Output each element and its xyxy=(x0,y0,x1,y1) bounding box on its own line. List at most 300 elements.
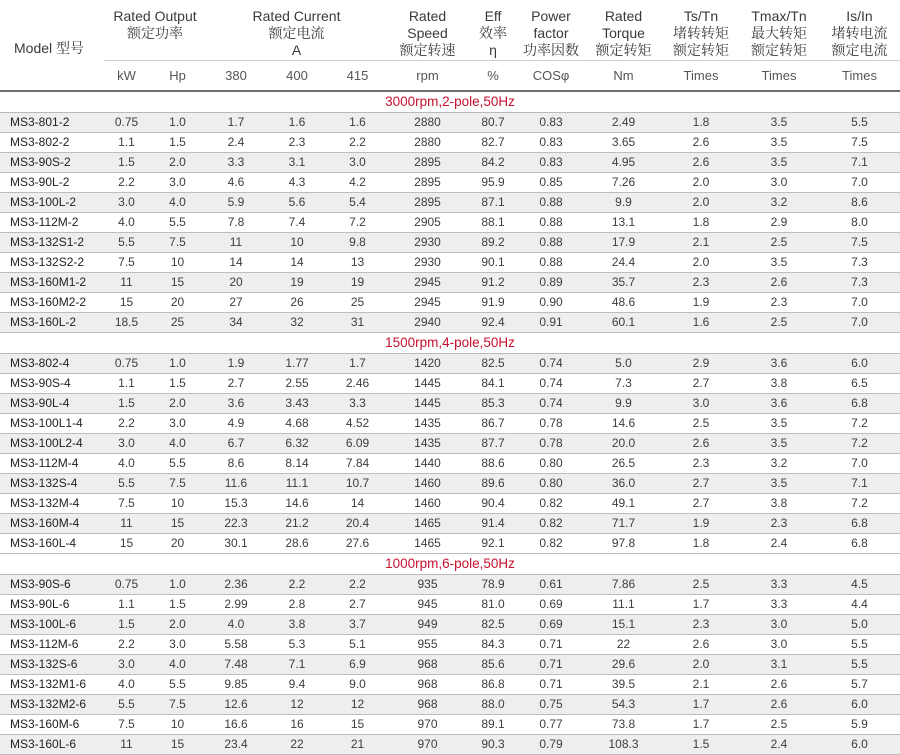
value-cell: 2.3 xyxy=(739,292,819,312)
unit-times-tmax: Times xyxy=(739,60,819,91)
value-cell: 1.8 xyxy=(663,112,739,132)
value-cell: 90.3 xyxy=(468,734,518,754)
value-cell: 25 xyxy=(149,312,206,332)
value-cell: 88.1 xyxy=(468,212,518,232)
value-cell: 1.9 xyxy=(663,292,739,312)
value-cell: 1.0 xyxy=(149,353,206,373)
value-cell: 4.0 xyxy=(206,614,266,634)
value-cell: 7.0 xyxy=(819,292,900,312)
value-cell: 5.5 xyxy=(819,634,900,654)
value-cell: 0.88 xyxy=(518,232,584,252)
value-cell: 4.0 xyxy=(149,433,206,453)
table-row xyxy=(0,674,900,694)
value-cell: 9.8 xyxy=(328,232,387,252)
value-cell: 88.6 xyxy=(468,453,518,473)
value-cell: 22.3 xyxy=(206,513,266,533)
value-cell: 2.99 xyxy=(206,594,266,614)
value-cell: 6.8 xyxy=(819,393,900,413)
value-cell: 9.9 xyxy=(584,393,663,413)
table-row xyxy=(0,232,900,252)
model-cell: MS3-100L1-4 xyxy=(0,413,104,433)
model-cell: MS3-801-2 xyxy=(0,112,104,132)
unit-rpm: rpm xyxy=(387,60,468,91)
section-header-row xyxy=(0,332,900,353)
value-cell: 18.5 xyxy=(104,312,149,332)
unit-415: 415 xyxy=(328,60,387,91)
value-cell: 970 xyxy=(387,734,468,754)
value-cell: 0.82 xyxy=(518,533,584,553)
table-header xyxy=(0,0,900,91)
value-cell: 10 xyxy=(149,714,206,734)
value-cell: 0.83 xyxy=(518,152,584,172)
value-cell: 3.5 xyxy=(739,132,819,152)
value-cell: 1.77 xyxy=(266,353,328,373)
value-cell: 11 xyxy=(104,272,149,292)
value-cell: 2.46 xyxy=(328,373,387,393)
value-cell: 2.6 xyxy=(739,272,819,292)
value-cell: 14.6 xyxy=(266,493,328,513)
unit-hp: Hp xyxy=(149,60,206,91)
value-cell: 60.1 xyxy=(584,312,663,332)
table-row xyxy=(0,152,900,172)
value-cell: 16.6 xyxy=(206,714,266,734)
value-cell: 3.6 xyxy=(739,353,819,373)
value-cell: 2.2 xyxy=(266,574,328,594)
value-cell: 3.0 xyxy=(739,172,819,192)
value-cell: 7.5 xyxy=(819,232,900,252)
value-cell: 5.3 xyxy=(266,634,328,654)
value-cell: 0.78 xyxy=(518,433,584,453)
value-cell: 27 xyxy=(206,292,266,312)
value-cell: 7.5 xyxy=(104,252,149,272)
model-cell: MS3-802-4 xyxy=(0,353,104,373)
value-cell: 85.3 xyxy=(468,393,518,413)
value-cell: 0.88 xyxy=(518,252,584,272)
value-cell: 20.4 xyxy=(328,513,387,533)
value-cell: 7.4 xyxy=(266,212,328,232)
value-cell: 8.0 xyxy=(819,212,900,232)
value-cell: 1460 xyxy=(387,493,468,513)
table-row xyxy=(0,634,900,654)
value-cell: 0.88 xyxy=(518,212,584,232)
value-cell: 1.5 xyxy=(149,594,206,614)
value-cell: 22 xyxy=(584,634,663,654)
value-cell: 87.1 xyxy=(468,192,518,212)
value-cell: 970 xyxy=(387,714,468,734)
value-cell: 0.69 xyxy=(518,614,584,634)
table-row xyxy=(0,252,900,272)
value-cell: 92.4 xyxy=(468,312,518,332)
value-cell: 2930 xyxy=(387,232,468,252)
value-cell: 0.71 xyxy=(518,654,584,674)
value-cell: 11 xyxy=(104,513,149,533)
value-cell: 4.52 xyxy=(328,413,387,433)
value-cell: 13.1 xyxy=(584,212,663,232)
value-cell: 6.8 xyxy=(819,513,900,533)
value-cell: 3.5 xyxy=(739,433,819,453)
value-cell: 2.7 xyxy=(663,373,739,393)
unit-400: 400 xyxy=(266,60,328,91)
value-cell: 26.5 xyxy=(584,453,663,473)
value-cell: 16 xyxy=(266,714,328,734)
value-cell: 2.5 xyxy=(663,574,739,594)
value-cell: 6.8 xyxy=(819,533,900,553)
value-cell: 1.1 xyxy=(104,594,149,614)
value-cell: 1.7 xyxy=(663,694,739,714)
value-cell: 945 xyxy=(387,594,468,614)
value-cell: 20.0 xyxy=(584,433,663,453)
value-cell: 1.8 xyxy=(663,212,739,232)
value-cell: 1.5 xyxy=(104,393,149,413)
value-cell: 1.6 xyxy=(328,112,387,132)
value-cell: 1.9 xyxy=(206,353,266,373)
value-cell: 3.5 xyxy=(739,252,819,272)
value-cell: 3.3 xyxy=(739,594,819,614)
value-cell: 3.6 xyxy=(206,393,266,413)
table-row xyxy=(0,734,900,754)
model-cell: MS3-100L2-4 xyxy=(0,433,104,453)
value-cell: 0.74 xyxy=(518,353,584,373)
value-cell: 955 xyxy=(387,634,468,654)
value-cell: 10 xyxy=(149,252,206,272)
value-cell: 2880 xyxy=(387,112,468,132)
value-cell: 26 xyxy=(266,292,328,312)
value-cell: 3.0 xyxy=(739,634,819,654)
value-cell: 91.4 xyxy=(468,513,518,533)
value-cell: 0.89 xyxy=(518,272,584,292)
value-cell: 3.1 xyxy=(739,654,819,674)
value-cell: 90.4 xyxy=(468,493,518,513)
header-rated-speed: Rated Speed 额定转速 xyxy=(399,8,456,58)
value-cell: 5.5 xyxy=(819,654,900,674)
value-cell: 27.6 xyxy=(328,533,387,553)
value-cell: 15 xyxy=(104,292,149,312)
value-cell: 0.90 xyxy=(518,292,584,312)
value-cell: 7.2 xyxy=(819,413,900,433)
value-cell: 21.2 xyxy=(266,513,328,533)
value-cell: 3.6 xyxy=(739,393,819,413)
unit-times-ts: Times xyxy=(663,60,739,91)
value-cell: 10 xyxy=(149,493,206,513)
value-cell: 91.2 xyxy=(468,272,518,292)
model-cell: MS3-112M-6 xyxy=(0,634,104,654)
value-cell: 31 xyxy=(328,312,387,332)
table-row xyxy=(0,353,900,373)
value-cell: 36.0 xyxy=(584,473,663,493)
model-cell: MS3-90L-2 xyxy=(0,172,104,192)
value-cell: 2.8 xyxy=(266,594,328,614)
value-cell: 2.55 xyxy=(266,373,328,393)
value-cell: 1440 xyxy=(387,453,468,473)
value-cell: 80.7 xyxy=(468,112,518,132)
value-cell: 2.7 xyxy=(663,493,739,513)
model-cell: MS3-132S-4 xyxy=(0,473,104,493)
value-cell: 6.0 xyxy=(819,694,900,714)
value-cell: 7.1 xyxy=(819,473,900,493)
value-cell: 11.1 xyxy=(266,473,328,493)
value-cell: 0.61 xyxy=(518,574,584,594)
table-row xyxy=(0,694,900,714)
value-cell: 12 xyxy=(328,694,387,714)
value-cell: 81.0 xyxy=(468,594,518,614)
header-model: Model 型号 xyxy=(14,40,85,57)
value-cell: 2.1 xyxy=(663,674,739,694)
value-cell: 90.1 xyxy=(468,252,518,272)
value-cell: 1.7 xyxy=(206,112,266,132)
model-cell: MS3-90L-6 xyxy=(0,594,104,614)
value-cell: 5.5 xyxy=(104,473,149,493)
model-cell: MS3-160M1-2 xyxy=(0,272,104,292)
value-cell: 9.0 xyxy=(328,674,387,694)
table-row xyxy=(0,212,900,232)
value-cell: 3.5 xyxy=(739,413,819,433)
value-cell: 84.3 xyxy=(468,634,518,654)
value-cell: 5.0 xyxy=(819,614,900,634)
value-cell: 7.0 xyxy=(819,172,900,192)
value-cell: 0.83 xyxy=(518,112,584,132)
table-row xyxy=(0,574,900,594)
value-cell: 968 xyxy=(387,654,468,674)
value-cell: 23.4 xyxy=(206,734,266,754)
value-cell: 3.8 xyxy=(739,373,819,393)
value-cell: 7.5 xyxy=(819,132,900,152)
value-cell: 87.7 xyxy=(468,433,518,453)
value-cell: 2880 xyxy=(387,132,468,152)
value-cell: 3.0 xyxy=(663,393,739,413)
value-cell: 0.75 xyxy=(518,694,584,714)
value-cell: 17.9 xyxy=(584,232,663,252)
value-cell: 3.65 xyxy=(584,132,663,152)
value-cell: 88.0 xyxy=(468,694,518,714)
value-cell: 95.9 xyxy=(468,172,518,192)
value-cell: 5.9 xyxy=(819,714,900,734)
value-cell: 3.0 xyxy=(149,413,206,433)
value-cell: 3.5 xyxy=(739,473,819,493)
value-cell: 1465 xyxy=(387,513,468,533)
value-cell: 2.4 xyxy=(739,533,819,553)
unit-times-is: Times xyxy=(819,60,900,91)
value-cell: 5.58 xyxy=(206,634,266,654)
value-cell: 4.2 xyxy=(328,172,387,192)
value-cell: 4.0 xyxy=(104,674,149,694)
value-cell: 1.6 xyxy=(266,112,328,132)
value-cell: 2895 xyxy=(387,172,468,192)
value-cell: 78.9 xyxy=(468,574,518,594)
model-cell: MS3-132M2-6 xyxy=(0,694,104,714)
value-cell: 15.3 xyxy=(206,493,266,513)
model-cell: MS3-90S-2 xyxy=(0,152,104,172)
model-cell: MS3-132S1-2 xyxy=(0,232,104,252)
value-cell: 29.6 xyxy=(584,654,663,674)
value-cell: 7.2 xyxy=(819,433,900,453)
value-cell: 2.5 xyxy=(739,232,819,252)
value-cell: 14 xyxy=(266,252,328,272)
value-cell: 4.5 xyxy=(819,574,900,594)
value-cell: 1.1 xyxy=(104,373,149,393)
value-cell: 2.0 xyxy=(149,614,206,634)
table-row xyxy=(0,473,900,493)
value-cell: 3.2 xyxy=(739,192,819,212)
value-cell: 15 xyxy=(328,714,387,734)
model-cell: MS3-100L-2 xyxy=(0,192,104,212)
value-cell: 0.71 xyxy=(518,634,584,654)
header-rated-output: Rated Output 额定功率 xyxy=(113,8,197,41)
value-cell: 2.1 xyxy=(663,232,739,252)
value-cell: 0.71 xyxy=(518,674,584,694)
value-cell: 7.1 xyxy=(266,654,328,674)
header-rated-torque: Rated Torque 额定转矩 xyxy=(595,8,652,58)
value-cell: 20 xyxy=(149,292,206,312)
value-cell: 85.6 xyxy=(468,654,518,674)
value-cell: 0.75 xyxy=(104,112,149,132)
table-row xyxy=(0,493,900,513)
value-cell: 1.5 xyxy=(104,614,149,634)
value-cell: 84.2 xyxy=(468,152,518,172)
model-cell: MS3-112M-2 xyxy=(0,212,104,232)
value-cell: 0.80 xyxy=(518,453,584,473)
value-cell: 49.1 xyxy=(584,493,663,513)
value-cell: 89.6 xyxy=(468,473,518,493)
value-cell: 5.5 xyxy=(104,232,149,252)
value-cell: 3.3 xyxy=(739,574,819,594)
table-row xyxy=(0,614,900,634)
value-cell: 1460 xyxy=(387,473,468,493)
value-cell: 7.5 xyxy=(149,232,206,252)
value-cell: 15 xyxy=(104,533,149,553)
value-cell: 14.6 xyxy=(584,413,663,433)
value-cell: 2895 xyxy=(387,152,468,172)
value-cell: 5.5 xyxy=(149,674,206,694)
value-cell: 5.5 xyxy=(104,694,149,714)
value-cell: 3.0 xyxy=(104,654,149,674)
table-row xyxy=(0,172,900,192)
value-cell: 0.78 xyxy=(518,413,584,433)
value-cell: 2.0 xyxy=(663,252,739,272)
value-cell: 6.0 xyxy=(819,734,900,754)
value-cell: 6.0 xyxy=(819,353,900,373)
model-cell: MS3-100L-6 xyxy=(0,614,104,634)
value-cell: 82.7 xyxy=(468,132,518,152)
table-row xyxy=(0,433,900,453)
value-cell: 3.0 xyxy=(739,614,819,634)
value-cell: 97.8 xyxy=(584,533,663,553)
value-cell: 2.3 xyxy=(663,453,739,473)
header-is-in: Is/In 堵转电流 额定电流 xyxy=(831,8,888,58)
value-cell: 73.8 xyxy=(584,714,663,734)
model-cell: MS3-132M-4 xyxy=(0,493,104,513)
value-cell: 20 xyxy=(149,533,206,553)
value-cell: 2945 xyxy=(387,272,468,292)
value-cell: 7.1 xyxy=(819,152,900,172)
value-cell: 2.9 xyxy=(663,353,739,373)
value-cell: 7.5 xyxy=(104,493,149,513)
value-cell: 0.74 xyxy=(518,393,584,413)
model-cell: MS3-132S-6 xyxy=(0,654,104,674)
header-tmax-tn: Tmax/Tn 最大转矩 额定转矩 xyxy=(751,8,807,58)
table-row xyxy=(0,373,900,393)
value-cell: 3.0 xyxy=(104,192,149,212)
value-cell: 0.88 xyxy=(518,192,584,212)
value-cell: 7.0 xyxy=(819,453,900,473)
value-cell: 11 xyxy=(104,734,149,754)
value-cell: 1420 xyxy=(387,353,468,373)
value-cell: 2905 xyxy=(387,212,468,232)
value-cell: 968 xyxy=(387,674,468,694)
value-cell: 82.5 xyxy=(468,353,518,373)
value-cell: 7.2 xyxy=(328,212,387,232)
value-cell: 15 xyxy=(149,734,206,754)
value-cell: 1.7 xyxy=(328,353,387,373)
unit-kw: kW xyxy=(104,60,149,91)
value-cell: 2.2 xyxy=(104,634,149,654)
value-cell: 935 xyxy=(387,574,468,594)
model-cell: MS3-160L-4 xyxy=(0,533,104,553)
value-cell: 5.5 xyxy=(149,453,206,473)
value-cell: 2.3 xyxy=(663,614,739,634)
value-cell: 1.9 xyxy=(663,513,739,533)
value-cell: 0.69 xyxy=(518,594,584,614)
value-cell: 2.4 xyxy=(206,132,266,152)
model-cell: MS3-160L-6 xyxy=(0,734,104,754)
value-cell: 1.0 xyxy=(149,574,206,594)
value-cell: 3.0 xyxy=(328,152,387,172)
value-cell: 4.0 xyxy=(104,212,149,232)
value-cell: 12.6 xyxy=(206,694,266,714)
value-cell: 24.4 xyxy=(584,252,663,272)
value-cell: 3.8 xyxy=(266,614,328,634)
model-cell: MS3-90S-6 xyxy=(0,574,104,594)
value-cell: 2.2 xyxy=(328,574,387,594)
table-row xyxy=(0,192,900,212)
value-cell: 91.9 xyxy=(468,292,518,312)
value-cell: 3.43 xyxy=(266,393,328,413)
value-cell: 5.1 xyxy=(328,634,387,654)
value-cell: 5.6 xyxy=(266,192,328,212)
value-cell: 968 xyxy=(387,694,468,714)
value-cell: 2.5 xyxy=(739,312,819,332)
value-cell: 7.26 xyxy=(584,172,663,192)
value-cell: 2.36 xyxy=(206,574,266,594)
value-cell: 5.0 xyxy=(584,353,663,373)
value-cell: 86.7 xyxy=(468,413,518,433)
value-cell: 2.2 xyxy=(328,132,387,152)
value-cell: 35.7 xyxy=(584,272,663,292)
value-cell: 2.6 xyxy=(663,132,739,152)
value-cell: 71.7 xyxy=(584,513,663,533)
value-cell: 2.0 xyxy=(149,152,206,172)
value-cell: 7.3 xyxy=(584,373,663,393)
table-row xyxy=(0,312,900,332)
value-cell: 5.9 xyxy=(206,192,266,212)
value-cell: 15 xyxy=(149,272,206,292)
value-cell: 2945 xyxy=(387,292,468,312)
value-cell: 14 xyxy=(328,493,387,513)
value-cell: 6.9 xyxy=(328,654,387,674)
value-cell: 32 xyxy=(266,312,328,332)
value-cell: 4.0 xyxy=(104,453,149,473)
model-cell: MS3-132S2-2 xyxy=(0,252,104,272)
value-cell: 10 xyxy=(266,232,328,252)
value-cell: 1435 xyxy=(387,413,468,433)
unit-percent: % xyxy=(468,60,518,91)
value-cell: 0.75 xyxy=(104,574,149,594)
value-cell: 0.82 xyxy=(518,513,584,533)
value-cell: 0.83 xyxy=(518,132,584,152)
model-cell: MS3-132M1-6 xyxy=(0,674,104,694)
value-cell: 3.0 xyxy=(149,172,206,192)
table-row xyxy=(0,714,900,734)
value-cell: 1445 xyxy=(387,373,468,393)
